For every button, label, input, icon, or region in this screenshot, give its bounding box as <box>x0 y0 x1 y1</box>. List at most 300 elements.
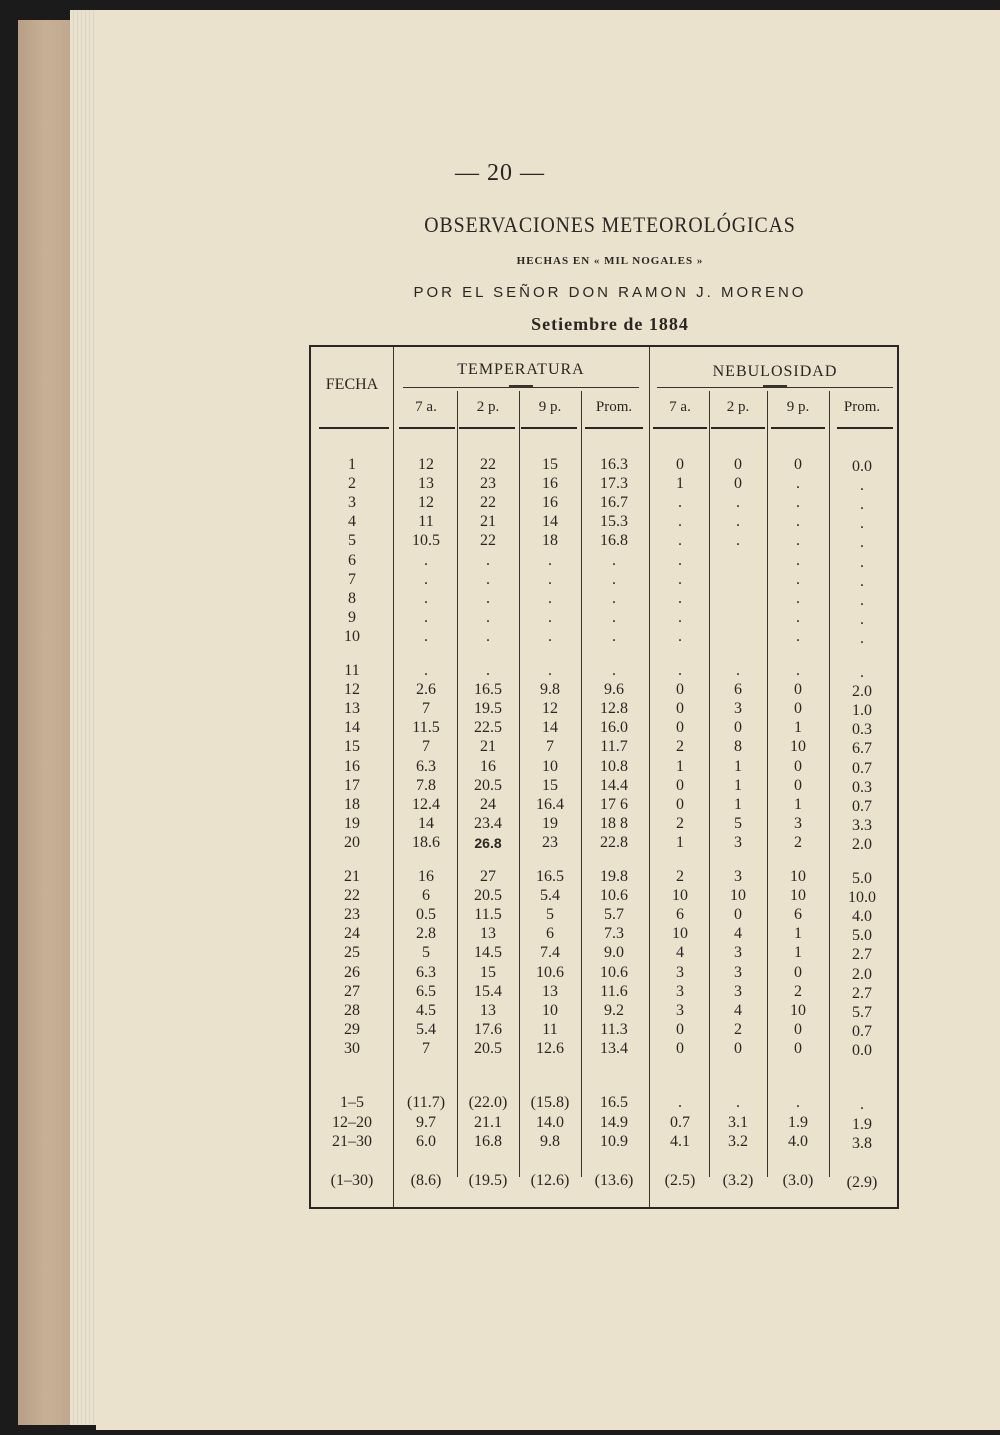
table-row-date: 29 <box>344 1020 360 1038</box>
nebulosity-cell: . <box>860 591 864 609</box>
temp-cell: . <box>424 551 428 569</box>
fecha-header: FECHA <box>325 376 379 393</box>
temp-cell: 23 <box>542 833 558 851</box>
nebulosidad-brace <box>657 387 893 388</box>
temp-cell: 14 <box>418 814 434 832</box>
nebulosity-cell: 1.9 <box>788 1113 808 1131</box>
nebulosity-cell: 0.3 <box>852 778 872 796</box>
nebulosity-cell: 0 <box>794 681 802 699</box>
table-row-date: 15 <box>344 738 360 756</box>
nebulosity-cell: . <box>678 551 682 569</box>
temp-cell: (13.6) <box>594 1172 634 1189</box>
temp-cell: . <box>424 662 428 679</box>
table-row-date: 10 <box>344 627 360 645</box>
temp-cell: 22.8 <box>600 833 628 851</box>
temp-cell: 14 <box>542 513 558 531</box>
table-row-date: 26 <box>344 963 360 981</box>
temp-cell: 16.3 <box>600 456 628 473</box>
temp-cell: 16.5 <box>536 868 564 885</box>
nebulosity-cell: . <box>678 627 682 645</box>
nebulosity-cell: 1 <box>676 833 684 851</box>
nebulosity-cell: 3 <box>734 833 742 851</box>
nebulosity-cell: 4 <box>734 925 742 943</box>
temp-cell: 13 <box>480 1001 496 1019</box>
temp-cell: 16 <box>418 868 434 885</box>
temp-cell: 23.4 <box>474 814 502 832</box>
temp-cell: 9.0 <box>604 944 624 962</box>
header-underline <box>837 427 893 429</box>
nebulosity-cell: 0 <box>676 1020 684 1038</box>
column-divider <box>829 391 830 1177</box>
temp-cell: 21 <box>480 738 496 756</box>
nebulosity-cell: 3 <box>734 868 742 885</box>
temp-cell: 15 <box>542 456 558 473</box>
temp-cell: 12.6 <box>536 1039 564 1057</box>
temp-cell: 10.6 <box>600 887 628 905</box>
nebulosidad-header: NEBULOSIDAD <box>712 363 838 380</box>
author-line: POR EL SEÑOR DON RAMON J. MORENO <box>413 284 807 301</box>
nebulosity-cell: 3.3 <box>852 816 872 834</box>
nebulosity-cell: 10 <box>672 887 688 905</box>
header-underline <box>653 427 707 429</box>
nebulosity-cell: . <box>796 532 800 550</box>
nebulosity-cell: 1 <box>794 944 802 962</box>
nebulosity-cell: 3.8 <box>852 1135 872 1152</box>
nebulosity-cell: 0 <box>734 906 742 924</box>
nebulosity-cell: 0 <box>676 795 684 813</box>
nebulosity-cell: 2.7 <box>852 984 872 1002</box>
summary-row-date: 12–20 <box>332 1113 372 1131</box>
temp-col-header: 7 a. <box>415 399 437 415</box>
nebulosity-cell: . <box>860 572 864 590</box>
temp-col-header: Prom. <box>595 399 633 415</box>
header-underline <box>459 427 515 429</box>
nebulosity-cell: 2 <box>794 982 802 1000</box>
temp-cell: 7.8 <box>416 776 436 794</box>
temp-cell: . <box>424 627 428 645</box>
table-row-date: 9 <box>348 608 356 626</box>
nebulosity-cell: 1 <box>794 925 802 943</box>
temp-cell: . <box>486 662 490 679</box>
temp-cell: 26.8 <box>474 834 502 851</box>
temp-cell: 16.5 <box>474 681 502 699</box>
temp-cell: 10.5 <box>412 532 440 550</box>
table-row-date: 30 <box>344 1039 360 1057</box>
nebulosity-cell: 2 <box>676 868 684 885</box>
temp-cell: 7.4 <box>540 944 560 962</box>
nebulosity-cell: . <box>796 494 800 512</box>
nebulosity-cell: 1 <box>734 757 742 775</box>
nebulosity-cell: 4.0 <box>852 908 872 926</box>
temp-cell: 19.8 <box>600 868 628 885</box>
nebulosity-cell: 2.0 <box>852 835 872 853</box>
column-divider <box>519 391 520 1177</box>
nebulosity-cell: . <box>678 513 682 531</box>
temp-cell: 6.0 <box>416 1133 436 1150</box>
temp-cell: . <box>612 589 616 607</box>
nebulosity-cell: 0 <box>734 1039 742 1057</box>
nebulosity-cell: 0.0 <box>852 1041 872 1059</box>
temp-cell: 7 <box>422 700 430 718</box>
temp-cell: 20.5 <box>474 776 502 794</box>
temp-cell: 21 <box>480 513 496 531</box>
temp-cell: . <box>424 589 428 607</box>
temp-cell: 10.9 <box>600 1133 628 1150</box>
temp-cell: 5.4 <box>540 887 560 905</box>
nebulosity-cell: 1 <box>676 757 684 775</box>
nebulosity-cell: 1.0 <box>852 702 872 720</box>
temp-cell: 11.5 <box>412 719 440 737</box>
nebulosity-cell: 3 <box>676 963 684 981</box>
nebulosity-cell: 0 <box>734 475 742 493</box>
nebulosity-cell: 0 <box>676 719 684 737</box>
nebulosity-cell: . <box>736 532 740 550</box>
summary-row-date: 1–5 <box>340 1094 364 1111</box>
nebulosity-cell: 2.0 <box>852 683 872 701</box>
nebulosity-cell: 0 <box>676 681 684 699</box>
nebulosity-cell: 10 <box>790 738 806 756</box>
nebulosity-cell: 6 <box>794 906 802 924</box>
nebulosity-cell: . <box>678 589 682 607</box>
page-number: — 20 — <box>455 160 545 186</box>
nebulosity-cell: 5.7 <box>852 1003 872 1021</box>
neb-col-header: 7 a. <box>669 399 691 415</box>
temp-cell: (8.6) <box>410 1172 442 1189</box>
temp-cell: 14.4 <box>600 776 628 794</box>
temp-cell: 12.8 <box>600 700 628 718</box>
temp-cell: 5 <box>546 906 554 924</box>
temp-cell: 22 <box>480 532 496 550</box>
nebulosity-cell: . <box>678 570 682 588</box>
table-row-date: 12 <box>344 681 360 699</box>
neb-col-header: 2 p. <box>726 399 750 415</box>
temp-cell: 9.7 <box>416 1113 436 1131</box>
temp-cell: . <box>548 570 552 588</box>
nebulosity-cell: . <box>796 627 800 645</box>
temp-cell: 5.7 <box>604 906 624 924</box>
temp-col-header: 2 p. <box>476 399 500 415</box>
nebulosity-cell: 3.1 <box>728 1113 748 1131</box>
nebulosity-cell: 2 <box>676 738 684 756</box>
table-row-date: 11 <box>344 662 360 679</box>
total-row-date: (1–30) <box>330 1172 374 1189</box>
nebulosity-cell: . <box>860 496 864 514</box>
temp-cell: 22.5 <box>474 719 502 737</box>
temp-cell: 11.5 <box>474 906 502 924</box>
nebulosity-cell: 5.0 <box>852 927 872 945</box>
temp-cell: 22 <box>480 494 496 512</box>
temp-cell: . <box>424 608 428 626</box>
temp-cell: 19 <box>542 814 558 832</box>
nebulosity-cell: . <box>736 513 740 531</box>
temp-cell: 16.4 <box>536 795 564 813</box>
temp-cell: 15 <box>480 963 496 981</box>
column-divider <box>457 391 458 1177</box>
temp-cell: 7 <box>422 1039 430 1057</box>
table-row-date: 25 <box>344 944 360 962</box>
nebulosity-cell: 0 <box>676 456 684 473</box>
nebulosity-cell: 3 <box>676 1001 684 1019</box>
nebulosity-cell: . <box>796 608 800 626</box>
table-row-date: 7 <box>348 570 356 588</box>
temp-cell: 11.7 <box>600 738 628 756</box>
temp-cell: 6.3 <box>416 757 436 775</box>
temp-cell: 27 <box>480 868 496 885</box>
nebulosity-cell: 10.0 <box>848 889 876 907</box>
temperatura-brace <box>403 387 639 388</box>
table-row-date: 22 <box>344 887 360 905</box>
nebulosity-cell: 3 <box>734 963 742 981</box>
nebulosity-cell: . <box>678 1094 682 1111</box>
temp-cell: 12 <box>542 700 558 718</box>
nebulosity-cell: 0 <box>676 776 684 794</box>
nebulosity-cell: 0.0 <box>852 458 872 475</box>
document-subtitle: HECHAS EN « MIL NOGALES » <box>516 255 704 267</box>
table-row-date: 20 <box>344 833 360 851</box>
nebulosity-cell: 2.0 <box>852 965 872 983</box>
nebulosity-cell: . <box>736 494 740 512</box>
temp-cell: . <box>548 662 552 679</box>
temp-cell: 15 <box>542 776 558 794</box>
temp-cell: 12.4 <box>412 795 440 813</box>
nebulosity-cell: 2 <box>734 1020 742 1038</box>
nebulosity-cell: . <box>796 570 800 588</box>
temp-cell: . <box>424 570 428 588</box>
temp-cell: 22 <box>480 456 496 473</box>
nebulosity-cell: 4 <box>676 944 684 962</box>
neb-col-header: Prom. <box>843 399 881 415</box>
temp-cell: 9.8 <box>540 681 560 699</box>
temp-cell: . <box>612 627 616 645</box>
temp-cell: 14.0 <box>536 1113 564 1131</box>
nebulosity-cell: . <box>860 664 864 681</box>
nebulosity-cell: 6.7 <box>852 740 872 758</box>
temp-cell: 2.8 <box>416 925 436 943</box>
temp-cell: 6.5 <box>416 982 436 1000</box>
temp-cell: . <box>486 589 490 607</box>
document-title: OBSERVACIONES METEOROLÓGICAS <box>424 212 796 237</box>
temp-cell: . <box>486 608 490 626</box>
temp-cell: 2.6 <box>416 681 436 699</box>
temp-cell: 17.3 <box>600 475 628 493</box>
temperatura-header: TEMPERATURA <box>457 361 585 378</box>
temp-col-header: 9 p. <box>538 399 562 415</box>
neb-col-header: 9 p. <box>786 399 810 415</box>
nebulosity-cell: 0 <box>794 776 802 794</box>
temp-cell: 7 <box>546 738 554 756</box>
temp-cell: 18 8 <box>600 814 628 832</box>
temp-cell: 14.9 <box>600 1113 628 1131</box>
nebulosity-cell: 0.7 <box>670 1113 690 1131</box>
table-row-date: 17 <box>344 776 360 794</box>
temp-cell: . <box>548 551 552 569</box>
nebulosity-cell: 1.9 <box>852 1115 872 1133</box>
temp-cell: 6 <box>546 925 554 943</box>
nebulosity-cell: . <box>860 610 864 628</box>
nebulosity-cell: 10 <box>790 1001 806 1019</box>
nebulosity-cell: . <box>860 534 864 552</box>
temp-cell: 12 <box>418 456 434 473</box>
table-row-date: 2 <box>348 475 356 493</box>
nebulosity-cell: . <box>678 532 682 550</box>
nebulosity-cell: 10 <box>790 868 806 885</box>
table-row-date: 3 <box>348 494 356 512</box>
temp-cell: 23 <box>480 475 496 493</box>
table-row-date: 5 <box>348 532 356 550</box>
temp-cell: 11.3 <box>600 1020 628 1038</box>
temp-cell: . <box>486 551 490 569</box>
nebulosity-cell: 1 <box>734 795 742 813</box>
nebulosity-cell: . <box>860 629 864 647</box>
temp-cell: 24 <box>480 795 496 813</box>
header-underline <box>319 427 389 429</box>
nebulosity-cell: 4 <box>734 1001 742 1019</box>
nebulosity-cell: 6 <box>734 681 742 699</box>
temp-cell: 16 <box>542 494 558 512</box>
temp-cell: 20.5 <box>474 887 502 905</box>
temp-cell: 13.4 <box>600 1039 628 1057</box>
nebulosity-cell: 0.7 <box>852 759 872 777</box>
temp-cell: . <box>612 551 616 569</box>
temp-cell: 5.4 <box>416 1020 436 1038</box>
temp-cell: 16 <box>480 757 496 775</box>
header-underline <box>771 427 825 429</box>
table-row-date: 24 <box>344 925 360 943</box>
nebulosity-cell: 3 <box>676 982 684 1000</box>
temp-cell: 10.6 <box>536 963 564 981</box>
nebulosity-cell: . <box>860 477 864 495</box>
nebulosity-cell: 0.3 <box>852 721 872 739</box>
nebulosity-cell: 10 <box>790 887 806 905</box>
temp-cell: 10 <box>542 757 558 775</box>
temp-cell: . <box>612 608 616 626</box>
temp-cell: 16 <box>542 475 558 493</box>
temp-cell: 10.8 <box>600 757 628 775</box>
nebulosity-cell: 1 <box>794 795 802 813</box>
nebulosity-cell: . <box>796 551 800 569</box>
nebulosity-cell: 5.0 <box>852 870 872 887</box>
temp-cell: . <box>486 627 490 645</box>
nebulosity-cell: . <box>796 662 800 679</box>
nebulosity-cell: 3.2 <box>728 1133 748 1150</box>
temp-cell: . <box>548 589 552 607</box>
nebulosity-cell: 0 <box>794 1039 802 1057</box>
temp-cell: 9.6 <box>604 681 624 699</box>
nebulosity-cell: . <box>796 513 800 531</box>
temp-cell: 9.2 <box>604 1001 624 1019</box>
nebulosity-cell: 8 <box>734 738 742 756</box>
table-row-date: 27 <box>344 982 360 1000</box>
nebulosity-cell: . <box>796 589 800 607</box>
nebulosity-cell: 3 <box>734 982 742 1000</box>
weather-table <box>309 345 899 1209</box>
temp-cell: . <box>486 570 490 588</box>
table-row-date: 14 <box>344 719 360 737</box>
table-row-date: 18 <box>344 795 360 813</box>
table-row-date: 19 <box>344 814 360 832</box>
table-row-date: 1 <box>348 456 356 473</box>
temp-cell: 16.0 <box>600 719 628 737</box>
nebulosity-cell: (3.0) <box>782 1172 814 1189</box>
nebulosity-cell: . <box>860 515 864 533</box>
temp-cell: 13 <box>542 982 558 1000</box>
table-row-date: 16 <box>344 757 360 775</box>
temp-cell: 17 6 <box>600 795 628 813</box>
column-divider <box>649 347 650 1207</box>
nebulosity-cell: 0 <box>734 456 742 473</box>
nebulosity-cell: 1 <box>734 776 742 794</box>
nebulosity-cell: . <box>860 553 864 571</box>
month-heading: Setiembre de 1884 <box>531 314 689 334</box>
temp-cell: (12.6) <box>530 1172 570 1189</box>
temp-cell: . <box>612 570 616 588</box>
nebulosity-cell: 1 <box>794 719 802 737</box>
temp-cell: 9.8 <box>540 1133 560 1150</box>
temp-cell: 14 <box>542 719 558 737</box>
nebulosity-cell: (2.5) <box>664 1172 696 1189</box>
nebulosity-cell: 0 <box>794 456 802 473</box>
temp-cell: 10 <box>542 1001 558 1019</box>
temp-cell: 13 <box>480 925 496 943</box>
header-underline <box>711 427 765 429</box>
temp-cell: 19.5 <box>474 700 502 718</box>
temp-cell: 6 <box>422 887 430 905</box>
nebulosity-cell: 0 <box>794 963 802 981</box>
nebulosity-cell: 6 <box>676 906 684 924</box>
column-divider <box>393 347 394 1207</box>
table-row-date: 6 <box>348 551 356 569</box>
header-underline <box>585 427 643 429</box>
table-row-date: 28 <box>344 1001 360 1019</box>
temp-cell: . <box>548 608 552 626</box>
nebulosity-cell: 0 <box>676 700 684 718</box>
nebulosity-cell: 0 <box>794 1020 802 1038</box>
temp-cell: (22.0) <box>468 1094 508 1111</box>
nebulosity-cell: 3 <box>734 944 742 962</box>
temp-cell: 18 <box>542 532 558 550</box>
temp-cell: 11 <box>418 513 434 531</box>
temp-cell: 17.6 <box>474 1020 502 1038</box>
nebulosity-cell: . <box>860 1096 864 1113</box>
temp-cell: 11.6 <box>600 982 628 1000</box>
temp-cell: 11 <box>542 1020 558 1038</box>
temp-cell: 16.7 <box>600 494 628 512</box>
nebulosity-cell: 0 <box>794 700 802 718</box>
nebulosity-cell: . <box>736 1094 740 1111</box>
temp-cell: 6.3 <box>416 963 436 981</box>
nebulosity-cell: 0 <box>734 719 742 737</box>
temp-cell: 12 <box>418 494 434 512</box>
temp-cell: 15.3 <box>600 513 628 531</box>
nebulosity-cell: 4.1 <box>670 1133 690 1150</box>
nebulosity-cell: 10 <box>672 925 688 943</box>
summary-row-date: 21–30 <box>332 1133 372 1150</box>
nebulosity-cell: 2 <box>676 814 684 832</box>
temp-cell: 20.5 <box>474 1039 502 1057</box>
temp-cell: 21.1 <box>474 1113 502 1131</box>
temp-cell: 7 <box>422 738 430 756</box>
nebulosity-cell: 0.7 <box>852 797 872 815</box>
temp-cell: 4.5 <box>416 1001 436 1019</box>
temp-cell: 0.5 <box>416 906 436 924</box>
nebulosity-cell: 4.0 <box>788 1133 808 1150</box>
temp-cell: 5 <box>422 944 430 962</box>
nebulosity-cell: . <box>678 494 682 512</box>
temp-cell: 16.8 <box>600 532 628 550</box>
temp-cell: 15.4 <box>474 982 502 1000</box>
nebulosity-cell: . <box>736 662 740 679</box>
temp-cell: . <box>548 627 552 645</box>
